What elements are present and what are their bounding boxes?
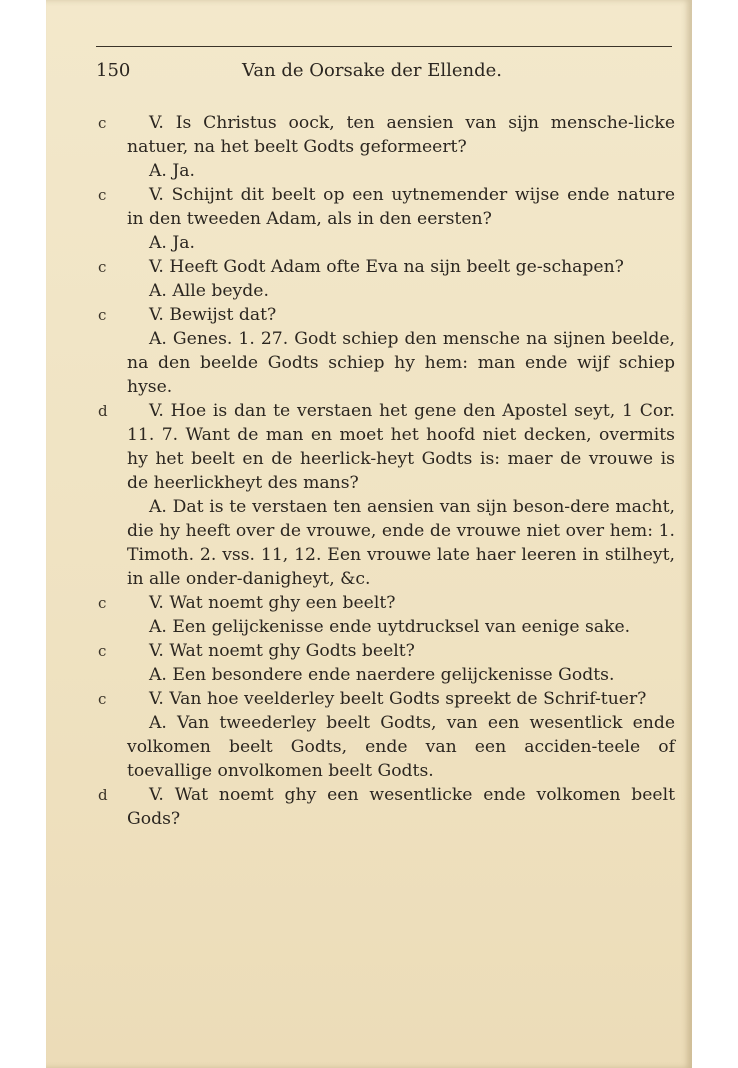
margin-marker: c [98,306,107,324]
qa-entry [46,783,692,831]
header-rule [96,46,672,47]
margin-marker: c [98,186,107,204]
answer-paragraph: A. Dat is te verstaen ten aensien van sijn beson-dere macht, die hy heeft over de vrouwe, ende de vrouwe niet over hem: 1. Timoth. 2. vss. 11, 12. Een vrouwe late haer leeren in stilheyt, in alle onder-danigheyt, &c. [127,497,675,589]
answer-paragraph: A. Een gelijckenisse ende uytdrucksel van eenige sake. [149,617,631,637]
qa-entry [46,399,692,591]
qa-entry [46,639,692,687]
qa-entry [46,591,692,639]
body-text [46,111,692,831]
answer-paragraph: A. Ja. [149,161,195,181]
answer-paragraph: A. Van tweederley beelt Godts, van een wesentlick ende volkomen beelt Godts, ende van een acciden-teele of toevallige onvolkomen beelt Godts. [127,713,675,781]
qa-entry [46,303,692,399]
qa-entry [46,111,692,183]
answer-paragraph: A. Genes. 1. 27. Godt schiep den mensche na sijnen beelde, na den beelde Godts schiep hy hem: man ende wijf schiep hyse. [127,329,675,397]
margin-marker: d [98,402,108,420]
answer-paragraph: A. Ja. [149,233,195,253]
margin-marker: c [98,114,107,132]
page-number: 150 [96,60,131,81]
question-paragraph: V. Bewijst dat? [149,305,277,325]
question-paragraph: V. Wat noemt ghy een beelt? [149,593,396,613]
qa-entry [46,255,692,303]
book-page [46,0,692,1068]
qa-entry [46,687,692,783]
running-title: Van de Oorsake der Ellende. [242,60,503,81]
answer-paragraph: A. Alle beyde. [149,281,269,301]
question-paragraph: V. Wat noemt ghy Godts beelt? [149,641,415,661]
question-paragraph: V. Is Christus oock, ten aensien van sijn mensche-licke natuer, na het beelt Godts geformeert? [127,113,675,157]
answer-paragraph: A. Een besondere ende naerdere gelijckenisse Godts. [149,665,615,685]
question-paragraph: V. Wat noemt ghy een wesentlicke ende volkomen beelt Gods? [127,785,675,829]
question-paragraph: V. Heeft Godt Adam ofte Eva na sijn beelt ge-schapen? [149,257,624,277]
question-paragraph: V. Schijnt dit beelt op een uytnemender wijse ende nature in den tweeden Adam, als in den eersten? [127,185,675,229]
question-paragraph: V. Van hoe veelderley beelt Godts spreekt de Schrif-tuer? [149,689,647,709]
margin-marker: c [98,642,107,660]
margin-marker: c [98,594,107,612]
margin-marker: c [98,258,107,276]
question-paragraph: V. Hoe is dan te verstaen het gene den Apostel seyt, 1 Cor. 11. 7. Want de man en moet het hoofd niet decken, overmits hy het beelt en de heerlick-heyt Godts is: maer de vrouwe is de heerlickheyt des mans? [127,401,675,493]
margin-marker: c [98,690,107,708]
margin-marker: d [98,786,108,804]
qa-entry [46,183,692,255]
